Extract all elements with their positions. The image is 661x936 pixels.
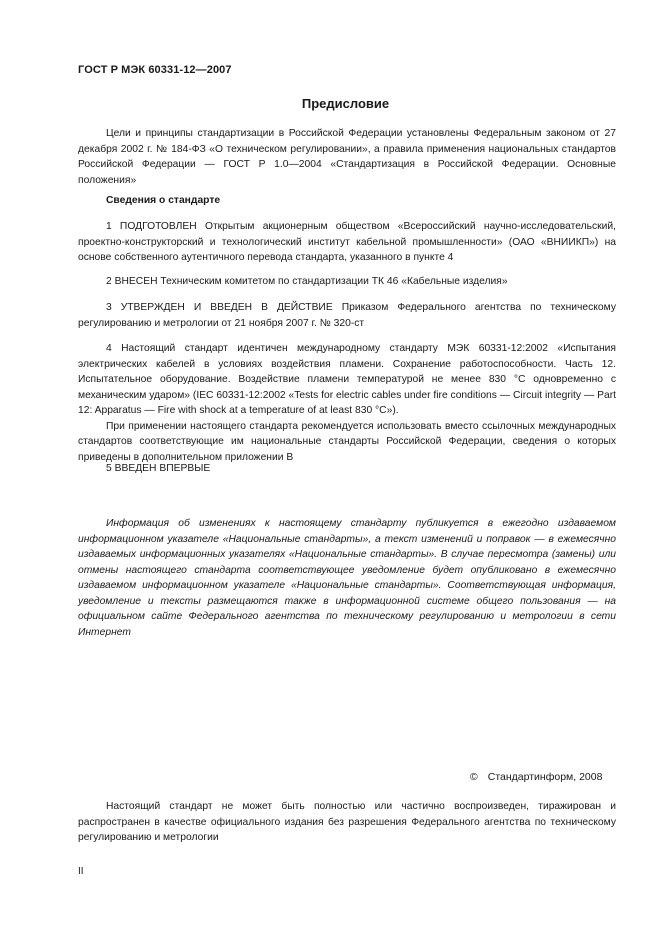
page-title: Предисловие	[301, 96, 390, 111]
item-4: 4 Настоящий стандарт идентичен международному стандарту МЭК 60331-12:2002 «Испытания электрических кабелей в условиях воздействия пламени. Сохранение работоспособности. Часть 12. Испытательное оборудование. Воздействие пламени температурой не менее 830 °С одновременно с механическим ударом» (IEC 60331-12:2002 «Tests for electric cables under fire conditions — Circuit integrity — Part 12: Apparatus — Fire with shock at a temperature of at least 830 °C»).	[78, 343, 616, 416]
item-5-block	[78, 461, 616, 477]
item-3: 3 УТВЕРЖДЕН И ВВЕДЕН В ДЕЙСТВИЕ Приказом Федерального агентства по техническому регулированию и метрологии от 21 ноября 2007 г. № 320-ст	[78, 302, 616, 329]
reproduction-paragraph: Настоящий стандарт не может быть полностью или частично воспроизведен, тиражирован и распространен в качестве официального издания без разрешения Федерального агентства по техническому регулированию и метрологии	[78, 801, 616, 843]
reproduction-block	[78, 799, 616, 846]
copyright-icon: ©	[470, 771, 478, 783]
item-2: 2 ВНЕСЕН Техническим комитетом по стандартизации ТК 46 «Кабельные изделия»	[106, 276, 508, 287]
copyright-line	[470, 771, 602, 783]
item-4-block	[78, 341, 616, 465]
notice-block	[78, 516, 616, 640]
item-3-block	[78, 300, 616, 331]
item-2-block	[78, 274, 616, 290]
item-1: 1 ПОДГОТОВЛЕН Открытым акционерным обществом «Всероссийский научно-исследовательский, проектно-конструкторский и технологический институт кабельной промышленности» (ОАО «ВНИИКП») на основе собственного аутентичного перевода стандарта, указанного в пункте 4	[78, 221, 616, 263]
item-5: 5 ВВЕДЕН ВПЕРВЫЕ	[106, 463, 211, 474]
subheading-block	[78, 193, 616, 209]
notice-paragraph: Информация об изменениях к настоящему стандарту публикуется в ежегодно издаваемом информационном указателе «Национальные стандарты», а текст изменений и поправок — в ежемесячно издаваемых информационных указателях «Национальные стандарты». В случае пересмотра (замены) или отмены настоящего стандарта соответствующее уведомление будет опубликовано в ежемесячно издаваемом информационном указателе «Национальные стандарты». Соответствующая информация, уведомление и тексты размещаются также в информационной системе общего пользования — на официальном сайте Федерального агентства по техническому регулированию и метрологии в сети Интернет	[78, 518, 616, 638]
item-1-block	[78, 219, 616, 266]
copyright-text: Стандартинформ, 2008	[487, 771, 603, 783]
document-header: ГОСТ Р МЭК 60331-12—2007	[78, 64, 232, 76]
intro-block	[78, 126, 616, 188]
item-4-note: При применении настоящего стандарта рекомендуется использовать вместо ссылочных международных стандартов соответствующие им национальные стандарты Российской Федерации, сведения о которых приведены в дополнительном приложении В	[78, 420, 616, 463]
intro-paragraph: Цели и принципы стандартизации в Российской Федерации установлены Федеральным законом от 27 декабря 2002 г. № 184-ФЗ «О техническом регулировании», а правила применения национальных стандартов Российской Федерации — ГОСТ Р 1.0—2004 «Стандартизация в Российской Федерации. Основные положения»	[78, 128, 616, 186]
subheading: Сведения о стандарте	[106, 195, 221, 206]
page-number: II	[78, 866, 84, 877]
